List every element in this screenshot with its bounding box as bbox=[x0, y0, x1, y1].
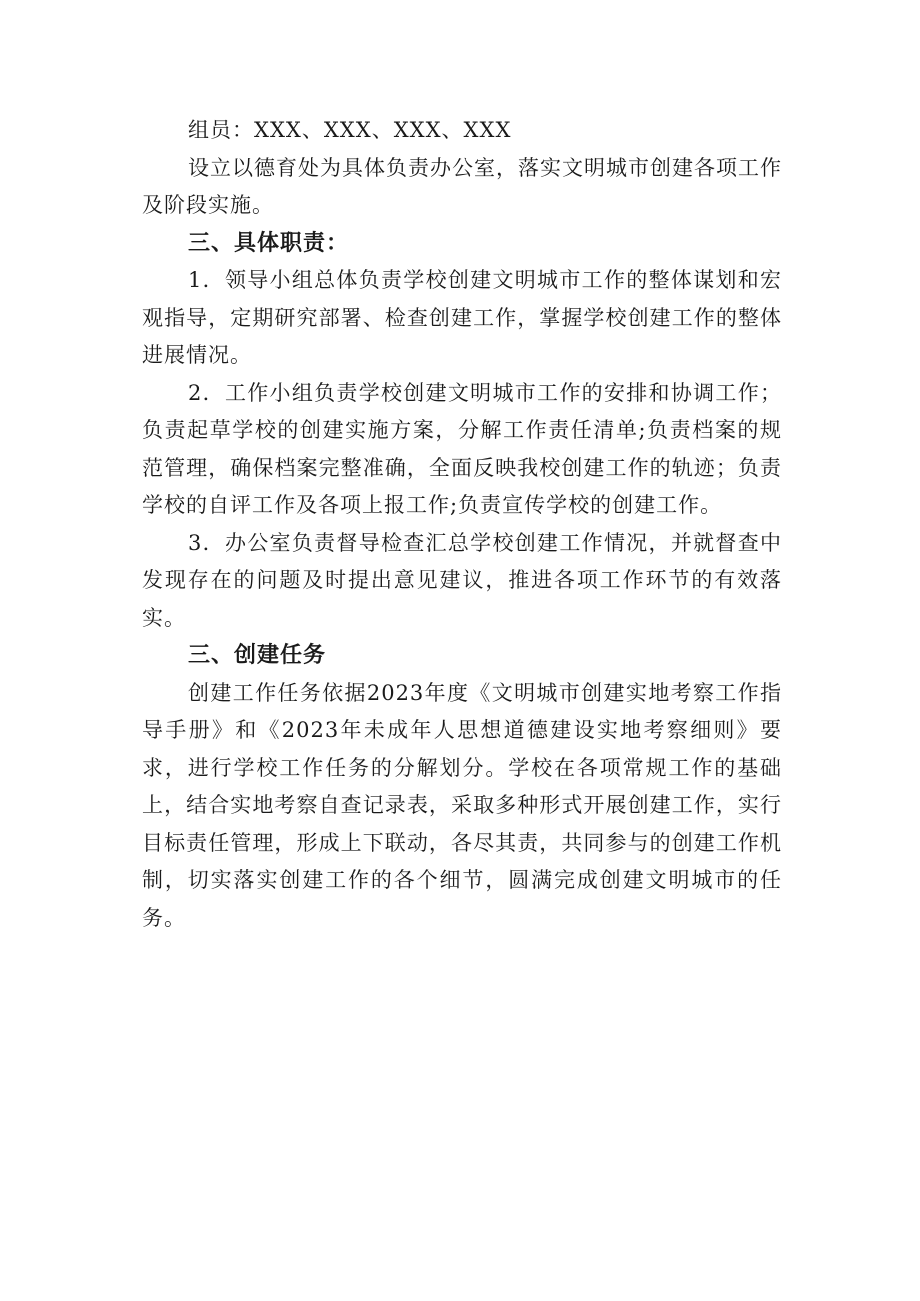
section-tasks-heading: 三、创建任务 bbox=[188, 643, 327, 668]
members-line: 组员：XXX、XXX、XXX、XXX bbox=[188, 118, 512, 142]
duty-item-3: 3．办公室负责督导检查汇总学校创建工作情况，并就督查中发现存在的问题及时提出意见建议，推进各项工作环节的有效落实。 bbox=[142, 530, 782, 630]
section-duties-heading: 三、具体职责： bbox=[188, 230, 350, 256]
office-paragraph: 设立以德育处为具体负责办公室，落实文明城市创建各项工作及阶段实施。 bbox=[142, 155, 782, 217]
duty-item-1: 1．领导小组总体负责学校创建文明城市工作的整体谋划和宏观指导，定期研究部署、检查创建工作，掌握学校创建工作的整体进展情况。 bbox=[142, 268, 782, 367]
tasks-paragraph: 创建工作任务依据2023年度《文明城市创建实地考察工作指导手册》和《2023年未成年人思想道德建设实地考察细则》要求，进行学校工作任务的分解划分。学校在各项常规工作的基础上，结合实地考察自查记录表，采取多种形式开展创建工作，实行目标责任管理，形成上下联动，各尽其责，共同参与的创建工作机制，切实落实创建工作的各个细节，圆满完成创建文明城市的任务。 bbox=[142, 680, 782, 930]
document-page bbox=[142, 112, 782, 937]
duty-item-2: 2．工作小组负责学校创建文明城市工作的安排和协调工作；负责起草学校的创建实施方案，分解工作责任清单;负责档案的规范管理，确保档案完整准确，全面反映我校创建工作的轨迹；负责学校的自评工作及各项上报工作;负责宣传学校的创建工作。 bbox=[142, 380, 782, 517]
